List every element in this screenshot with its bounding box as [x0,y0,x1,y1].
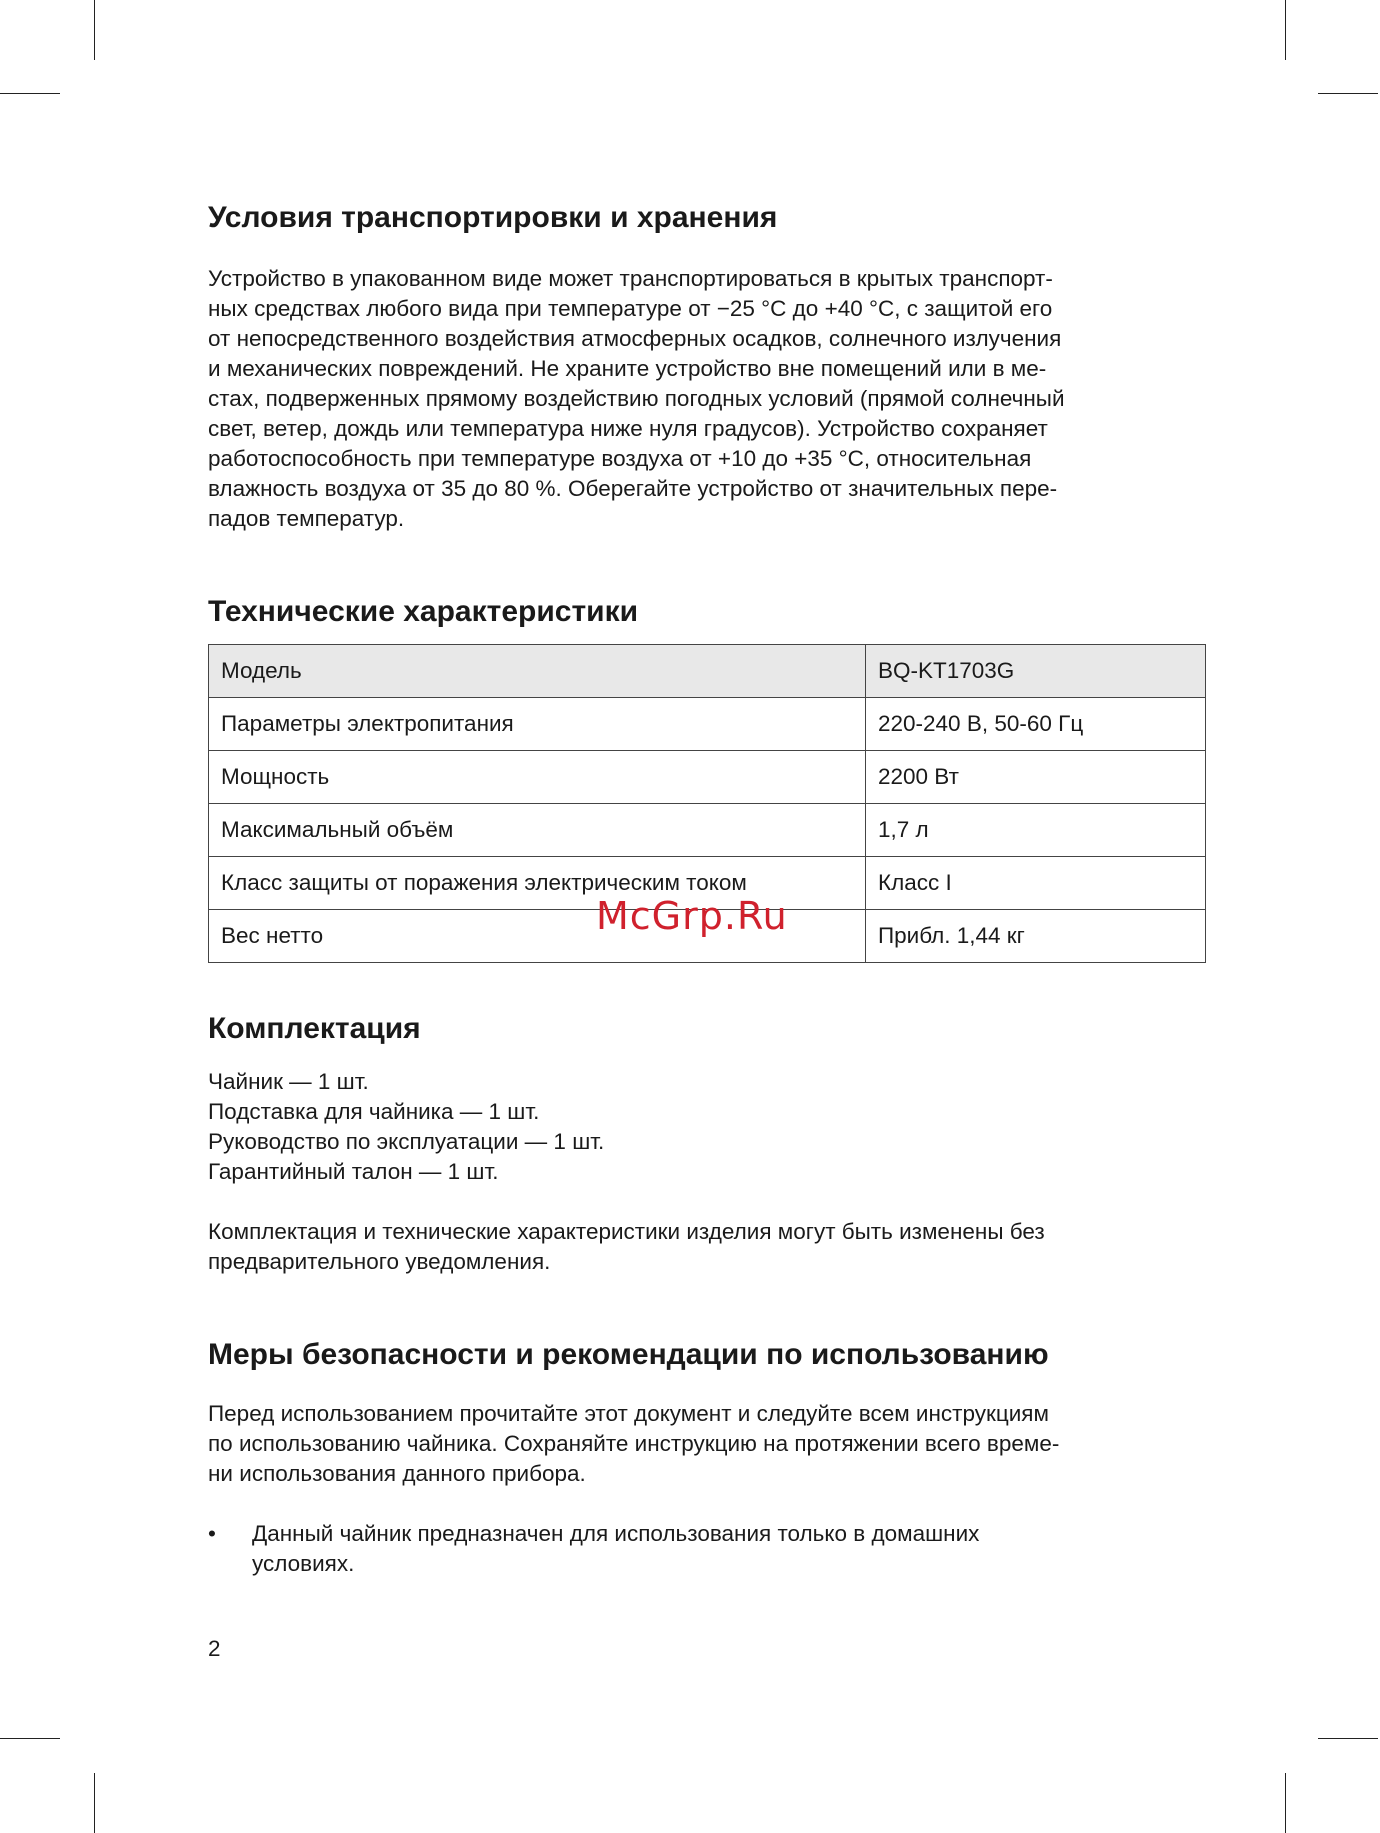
list-item: Гарантийный талон — 1 шт. [208,1159,499,1184]
table-row [209,645,1206,698]
safety-heading: Меры безопасности и рекомендации по использованию [208,1338,1049,1371]
specs-heading: Технические характеристики [208,595,639,628]
spec-value: BQ-KT1703G [866,645,1206,698]
paragraph-line: свет, ветер, дождь или температура ниже нуля градусов). Устройство сохраняет [208,416,1048,441]
crop-mark [1318,1738,1378,1739]
table-row [209,751,1206,804]
paragraph-line: стах, подверженных прямому воздействию погодных условий (прямой солнечный [208,386,1065,411]
crop-mark [0,1738,60,1739]
spec-label: Класс защиты от поражения электрическим током [209,857,866,910]
page-number: 2 [208,1636,221,1661]
crop-mark [1285,1773,1286,1833]
spec-value: 1,7 л [866,804,1206,857]
table-row [209,698,1206,751]
spec-label: Максимальный объём [209,804,866,857]
paragraph-line: работоспособность при температуре воздуха от +10 до +35 °C, относительная [208,446,1032,471]
crop-mark [1285,0,1286,60]
storage-heading: Условия транспортировки и хранения [208,201,778,234]
spec-value: 220-240 В, 50-60 Гц [866,698,1206,751]
spec-label: Вес нетто [209,910,866,963]
paragraph-line: предварительного уведомления. [208,1249,551,1274]
storage-paragraph [208,264,1208,534]
page-content [208,196,1208,1579]
paragraph-line: влажность воздуха от 35 до 80 %. Оберегайте устройство от значительных пере- [208,476,1058,501]
list-item: Подставка для чайника — 1 шт. [208,1099,540,1124]
table-row [209,804,1206,857]
crop-mark [0,93,60,94]
paragraph-line: от непосредственного воздействия атмосферных осадков, солнечного излучения [208,326,1062,351]
paragraph-line: и механических повреждений. Не храните устройство вне помещений или в ме- [208,356,1047,381]
crop-mark [94,1773,95,1833]
bullet-icon: • [208,1521,216,1546]
paragraph-line: ни использования данного прибора. [208,1461,586,1486]
paragraph-line: ных средствах любого вида при температуре от −25 °C до +40 °C, с защитой его [208,296,1053,321]
paragraph-line: Перед использованием прочитайте этот документ и следуйте всем инструкциям [208,1401,1049,1426]
paragraph-line: падов температур. [208,506,405,531]
kit-note [208,1217,1208,1277]
kit-heading: Комплектация [208,1012,421,1045]
spec-value: Прибл. 1,44 кг [866,910,1206,963]
list-item: Руководство по эксплуатации — 1 шт. [208,1129,605,1154]
safety-paragraph [208,1399,1208,1489]
paragraph-line: Устройство в упакованном виде может транспортироваться в крытых транспорт- [208,266,1053,291]
spec-label: Модель [209,645,866,698]
paragraph-line: по использованию чайника. Сохраняйте инструкцию на протяжении всего време- [208,1431,1060,1456]
bullet-line: условиях. [252,1551,355,1576]
bullet-line: Данный чайник предназначен для использования только в домашних [252,1521,980,1546]
spec-label: Мощность [209,751,866,804]
spec-value: 2200 Вт [866,751,1206,804]
crop-mark [94,0,95,60]
list-item: Чайник — 1 шт. [208,1069,369,1094]
crop-mark [1318,93,1378,94]
spec-value: Класс I [866,857,1206,910]
paragraph-line: Комплектация и технические характеристики изделия могут быть изменены без [208,1219,1045,1244]
spec-label: Параметры электропитания [209,698,866,751]
kit-list [208,1067,1208,1187]
bullet-item [208,1519,1208,1579]
watermark: McGrp.Ru [596,894,788,938]
